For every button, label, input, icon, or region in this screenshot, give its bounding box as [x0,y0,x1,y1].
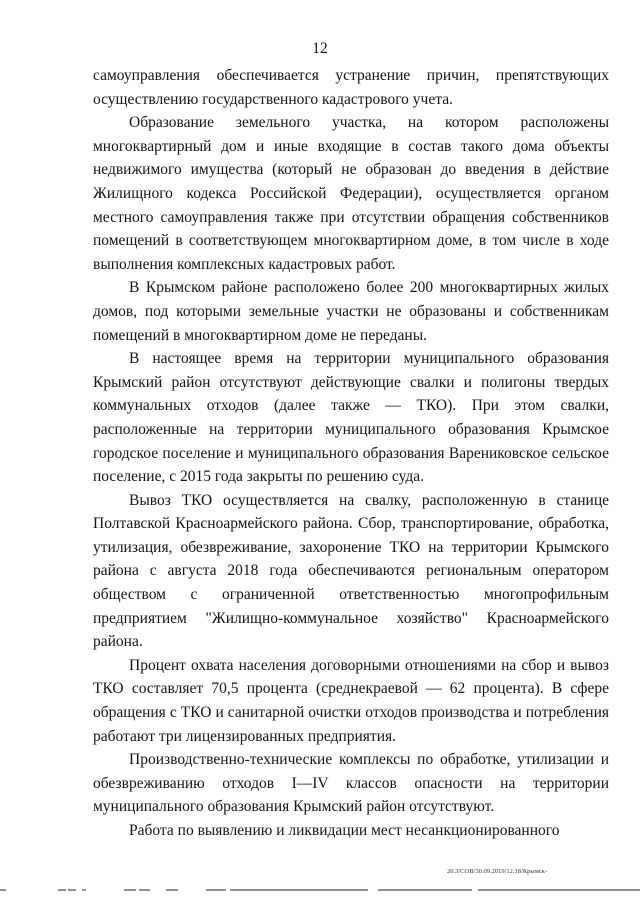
page-number: 12 [312,40,328,57]
body-text [93,64,609,843]
paragraph-6: Процент охвата населения договорными отношениями на сбор и вывоз ТКО составляет 70,5 процента (среднекраевой — 62 процента). В сфере обращения с ТКО и санитарной очистки отходов производства и потребления работают три лицензированных предприятия. [93,656,609,745]
paragraph-1: самоуправления обеспечивается устранение причин, препятствующих осуществлению государственного кадастрового учета. [93,67,609,108]
paragraph-7: Производственно-технические комплексы по обработке, утилизации и обезвреживанию отходов I—IV классов опасности на территории муниципального образования Крымский район отсутствуют. [93,751,609,816]
paragraph-2: Образование земельного участка, на котором расположены многоквартирный дом и иные входящие в состав такого дома объекты недвижимого имущества (который не образован до введения в действие Жилищного кодекса Российской Федерации), осуществляется органом местного самоуправления также при отсутствии обращения собственников помещений в соответствующем многоквартирном доме, в том числе в ходе выполнения комплексных кадастровых работ. [93,114,609,273]
footer-scan-rule [0,887,640,893]
document-stamp: 20.3/СОВ/30.09.2019/12.18/Крымск- [447,868,548,875]
paragraph-8: Работа по выявлению и ликвидации мест несанкционированного [129,822,560,839]
paragraph-3: В Крымском районе расположено более 200 многоквартирных жилых домов, под которыми земельные участки не образованы и собственникам помещений в многоквартирном доме не переданы. [93,279,609,344]
paragraph-5: Вывоз ТКО осуществляется на свалку, расположенную в станице Полтавской Красноармейского района. Сбор, транспортирование, обработка, утилизация, обезвреживание, захоронение ТКО на территории Крымского района с августа 2018 года обеспечиваются региональным оператором обществом с ограниченной ответственностью многопрофильным предприятием "Жилищно-коммунальное хозяйство" Красноармейского района. [93,491,609,651]
paragraph-4: В настоящее время на территории муниципального образования Крымский район отсутствуют действующие свалки и полигоны твердых коммунальных отходов (далее также — ТКО). При этом свалки, расположенные на территории муниципального образования Крымское городское поселение и муниципального образования Варениковское сельское поселение, с 2015 года закрыты по решению суда. [93,350,609,486]
